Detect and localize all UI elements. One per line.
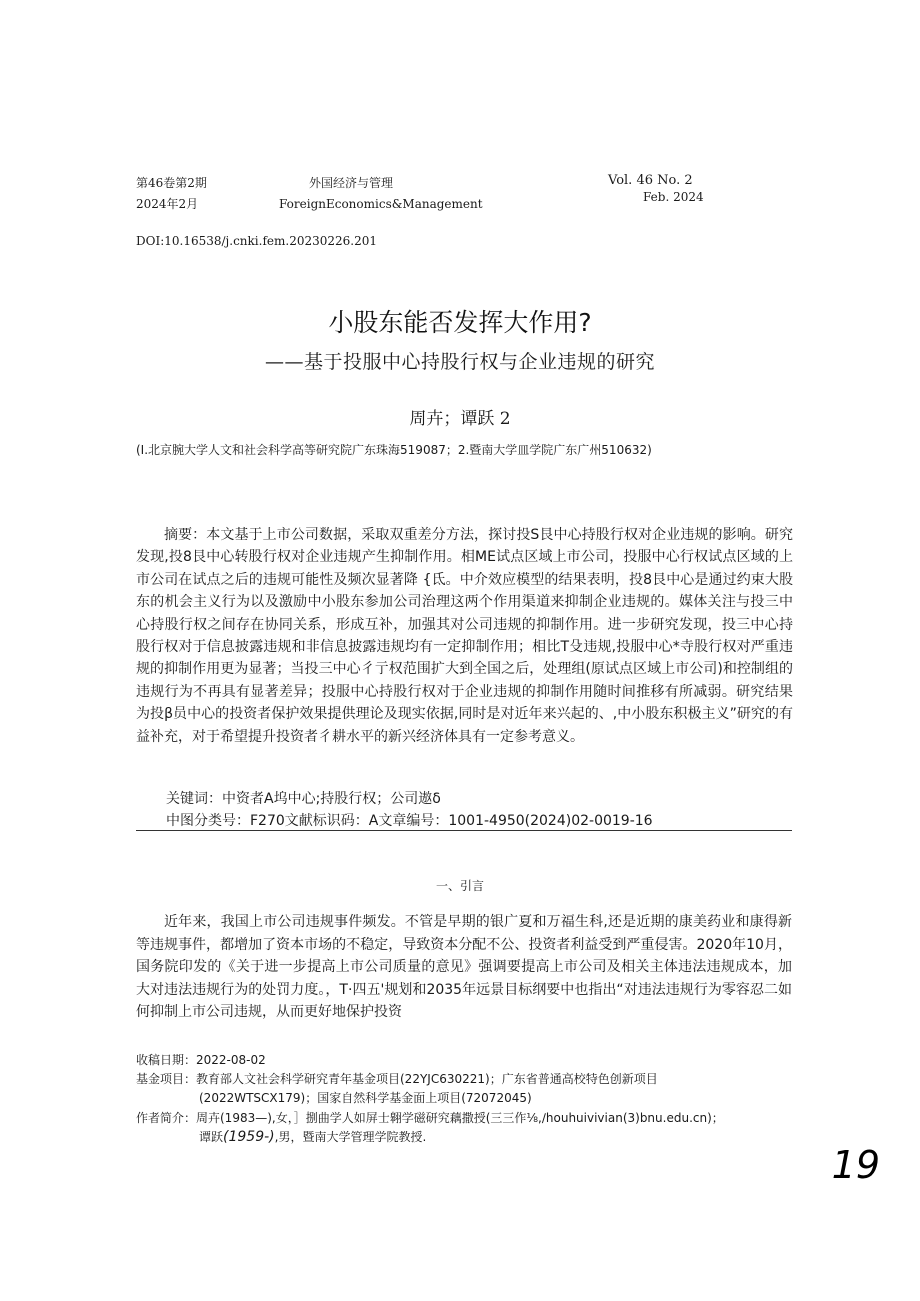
introduction-text: 近年来，我国上市公司违规事件频发。不管是早期的银广夏和万福生科,还是近期的康美药业和康得新等违规事件，都增加了资本市场的不稳定，导致资本分配不公、投资者利益受到严重侵害。2020年10月，国务院印发的《关于进一步提高上市公司质量的意见》强调要提高上市公司及相关主体违法违规成本，加大对违法违规行为的处罚力度。，T·四五'规划和2035年远景目标纲要中也指出“对违法违规行为零容忍二如何抑制上市公司违规，从而更好地保护投资 — [136, 914, 792, 1021]
issue-date-cn: 2024年2月 — [136, 197, 199, 211]
author-bio: 作者简介：周卉(1983—),女，］捌曲学人如屏士翱学磁研究藕撒授(三三作⅛,∕houhuivivian(3)bnu.edu.cn)； — [136, 1111, 724, 1125]
article-authors: 周卉；谭跃 2 — [409, 409, 511, 429]
issue-date-en: Feb. 2024 — [643, 190, 704, 204]
author-bio-years: (1959-) — [223, 1129, 275, 1145]
classification-line: 中图分类号：F270文献标识码：A文章编号：1001-4950(2024)02-0019-16 — [166, 813, 653, 829]
doi: DOI:10.16538∕j.cnki.fem.20230226.201 — [136, 234, 377, 248]
fund-info-continued: (2022WTSCX179)；国家自然科学基金面上项目(72072045) — [199, 1091, 532, 1105]
volume-issue-cn: 第46卷第2期 — [136, 176, 207, 190]
article-title: 小股东能否发挥大作用? — [328, 308, 592, 337]
volume-issue-en: Vol. 46 No. 2 — [608, 173, 693, 188]
abstract — [136, 524, 793, 748]
section-divider — [136, 830, 792, 831]
author-bio-name: 谭跃 — [199, 1130, 224, 1144]
journal-name-en: ForeignEconomics&Management — [279, 197, 483, 211]
author-bio-details: ,男，暨南大学管理学院教授. — [274, 1130, 427, 1144]
author-affiliations: (I.北京腕大学人文和社会科学高等研究院广东珠海519087；2.暨南大学皿学院广东广州510632) — [136, 443, 652, 457]
author-bio-continued — [199, 1128, 426, 1145]
journal-name-cn: 外国经济与管理 — [309, 176, 394, 190]
article-subtitle: ——基于投服中心持股行权与企业违规的研究 — [264, 351, 655, 373]
keywords: 关键词：中资者A坞中心;持股行权；公司遨δ — [166, 791, 441, 807]
abstract-text: 摘要：本文基于上市公司数据，采取双重差分方法，探讨投S艮中心持股行权对企业违规的影响。研究发现,投8艮中心转股行权对企业违规产生抑制作用。相ME试点区域上市公司，投服中心行权试点区域的上市公司在试点之后的违规可能性及频次显著降 {氐。中介效应模型的结果表明，投8艮中心是通过约束大股东的机会主义行为以及激励中小股东参加公司治理这两个作用渠道来抑制企业违规的。媒体关注与投三中心持股行权之间存在协同关系，形成互补，加强其对公司违规的抑制作用。进一步研究发现，投三中心持股行权对于信息披露违规和非信息披露违规均有一定抑制作用；相比T殳违规,投服中心*寺股行权对严重违规的抑制作用更为显著；当投三中心彳亍权范围扩大到全国之后，处理组(原试点区域上市公司)和控制组的违规行为不再具有显著差异；投服中心持股行权对于企业违规的抑制作用随时间推移有所减弱。研究结果为投β员中心的投资者保护效果提供理论及现实依据,同时是对近年来兴起的、,中小股东积极主义”研究的有益补充，对于希望提升投资者彳耕水平的新兴经济体具有一定参考意义。 — [136, 527, 793, 745]
section-heading: 一、引言 — [435, 879, 484, 893]
fund-info: 基金项目：教育部人文社会科学研究青年基金项目(22YJC630221)；广东省普通高校特色创新项目 — [136, 1072, 658, 1086]
introduction — [136, 911, 792, 1024]
page-number: 19 — [831, 1143, 880, 1187]
received-date: 收稿日期：2022-08-02 — [136, 1053, 266, 1067]
